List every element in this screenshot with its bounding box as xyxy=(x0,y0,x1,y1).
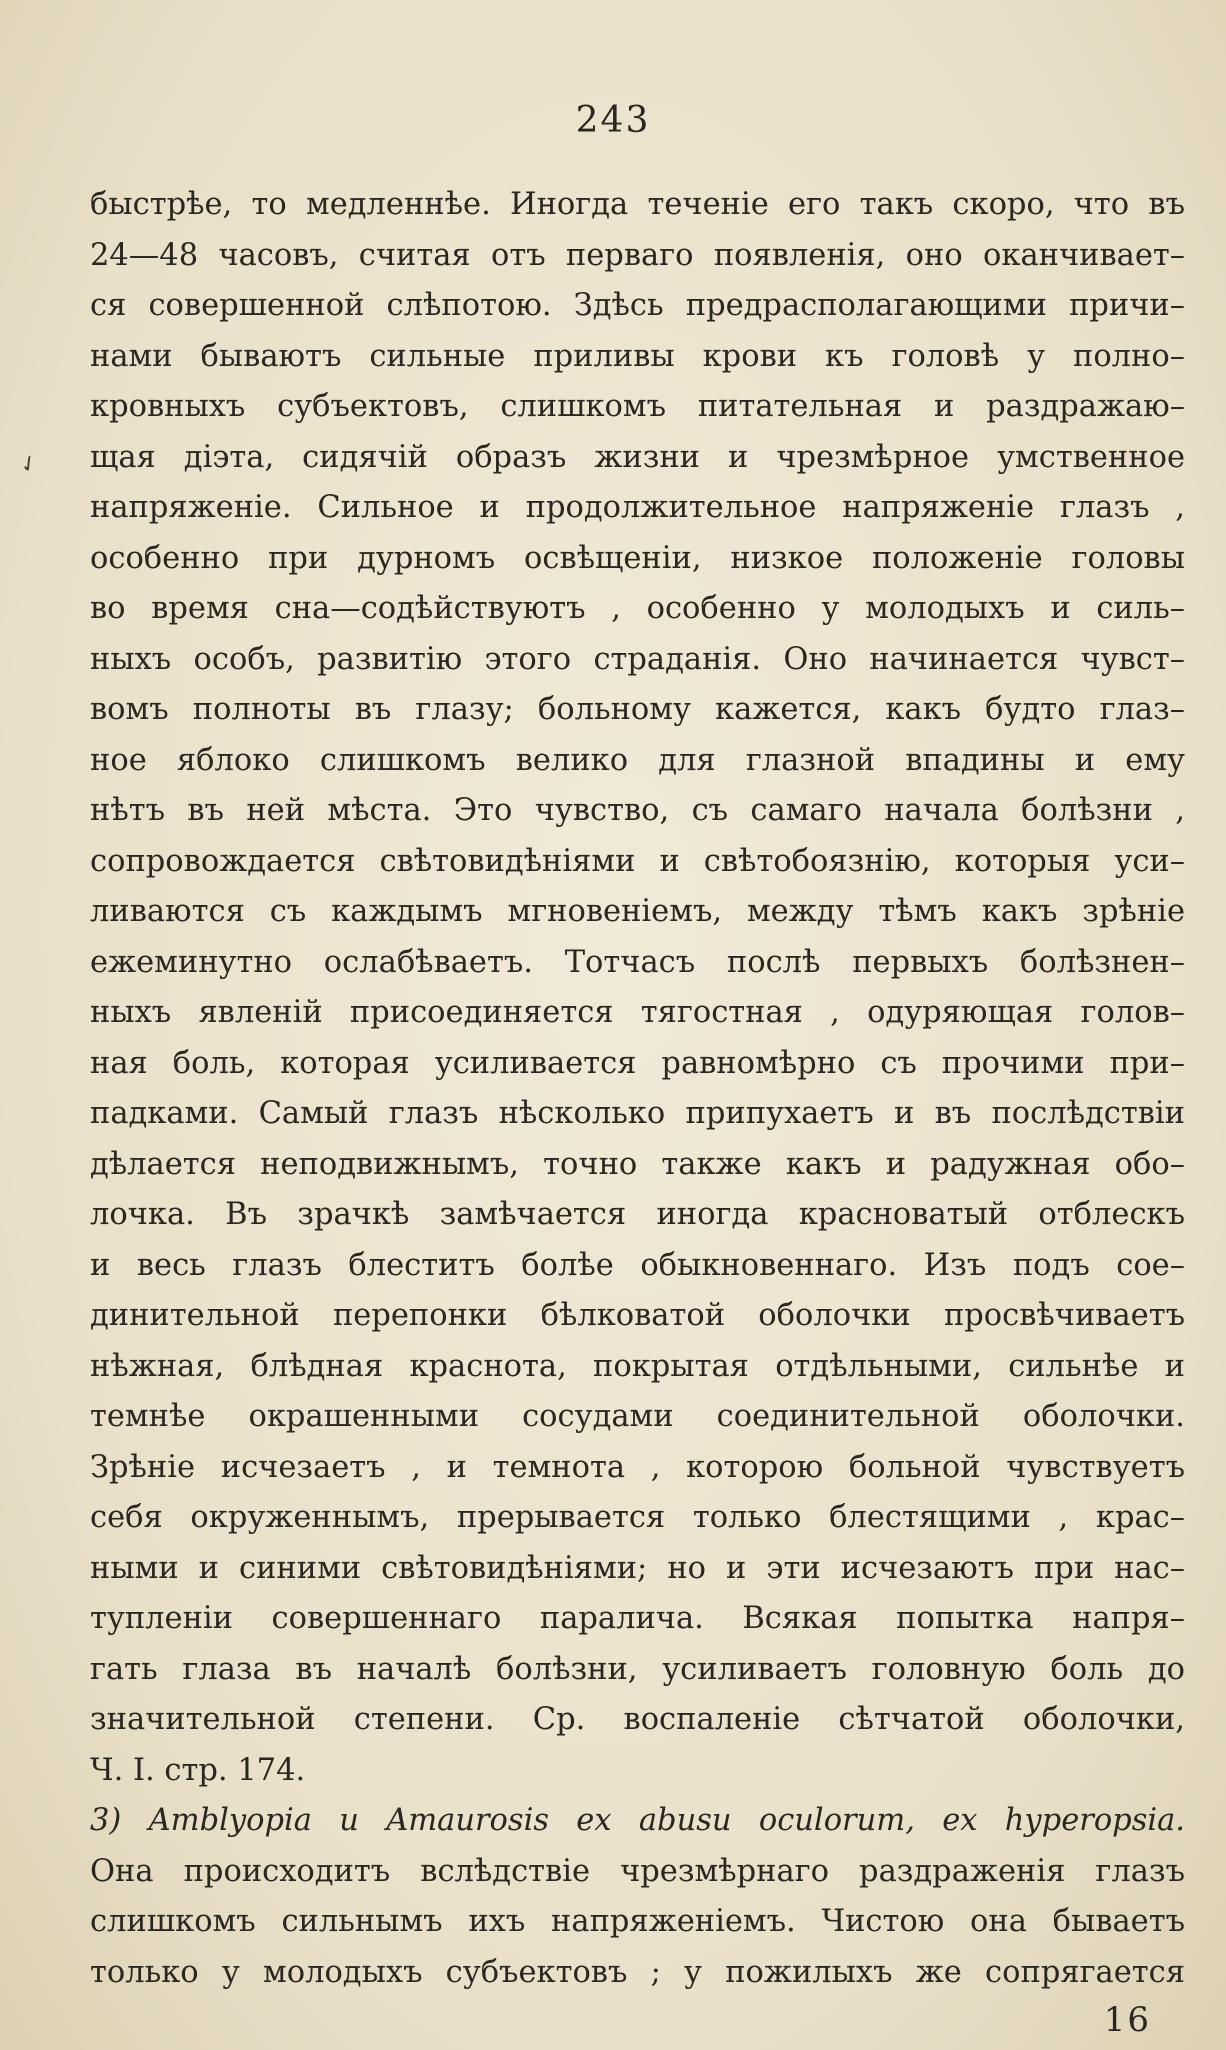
text-line: нами бываютъ сильные приливы крови къ головѣ у полно– xyxy=(90,338,1185,374)
text-line: щая діэта, сидячій образъ жизни и чрезмѣрное умственное xyxy=(90,439,1185,475)
section-heading: 3) Amblyopia и Amaurosis ex abusu oculorum, ex hyperopsia. xyxy=(90,1803,1185,1838)
text-line: Зрѣніе исчезаетъ , и темнота , которою больной чувствуетъ xyxy=(90,1449,1185,1485)
signature-mark: 16 xyxy=(1103,2000,1151,2040)
text-line: динительной перепонки бѣлковатой оболочки просвѣчиваетъ xyxy=(90,1298,1185,1333)
text-line: ная боль, которая усиливается равномѣрно съ прочими при– xyxy=(90,1045,1185,1081)
text-line: кровныхъ субъектовъ, слишкомъ питательная и раздражаю– xyxy=(90,389,1185,424)
text-line: ныхъ явленій присоединяется тягостная , одуряющая голов– xyxy=(90,995,1185,1030)
text-line: нѣжная, блѣдная краснота, покрытая отдѣльными, сильнѣе и xyxy=(90,1348,1185,1384)
text-body xyxy=(90,180,1185,1998)
text-line: дѣлается неподвижнымъ, точно также какъ и радужная обо– xyxy=(90,1146,1185,1182)
text-line: нѣтъ въ ней мѣста. Это чувство, съ самаго начала болѣзни , xyxy=(90,793,1185,828)
text-line: падками. Самый глазъ нѣсколько припухаетъ и въ послѣдствіи xyxy=(90,1096,1185,1131)
text-line: лочка. Въ зрачкѣ замѣчается иногда красноватый отблескъ xyxy=(90,1197,1185,1232)
text-line: во время сна—содѣйствуютъ , особенно у молодыхъ и силь– xyxy=(90,591,1185,626)
text-line: Ч. I. стр. 174. xyxy=(90,1752,306,1788)
text-line: себя окруженнымъ, прерывается только блестящими , крас– xyxy=(90,1500,1185,1535)
text-line: ныхъ особъ, развитію этого страданія. Оно начинается чувст– xyxy=(90,641,1185,677)
text-line: быстрѣе, то медленнѣе. Иногда теченіе его такъ скоро, что въ xyxy=(90,187,1185,222)
text-line: вомъ полноты въ глазу; больному кажется, какъ будто глаз– xyxy=(90,692,1185,727)
text-line: ными и синими свѣтовидѣніями; но и эти исчезаютъ при нас– xyxy=(90,1550,1185,1586)
text-line: гать глаза въ началѣ болѣзни, усиливаетъ головную боль до xyxy=(90,1651,1185,1687)
text-line: только у молодыхъ субъектовъ ; у пожилыхъ же сопрягается xyxy=(90,1954,1185,1990)
text-line: особенно при дурномъ освѣщеніи, низкое положеніе головы xyxy=(90,540,1185,576)
text-line: темнѣе окрашенными сосудами соединительной оболочки. xyxy=(90,1399,1185,1434)
text-line: и весь глазъ блеститъ болѣе обыкновеннаго. Изъ подъ сое– xyxy=(90,1247,1185,1283)
text-line: сопровождается свѣтовидѣніями и свѣтобоязнію, которыя уси– xyxy=(90,843,1185,879)
text-line: слишкомъ сильнымъ ихъ напряженіемъ. Чистою она бываетъ xyxy=(90,1904,1185,1939)
text-line: значительной степени. Ср. воспаленіе сѣтчатой оболочки, xyxy=(90,1702,1185,1737)
text-line: ежеминутно ослабѣваетъ. Тотчасъ послѣ первыхъ болѣзнен– xyxy=(90,944,1185,980)
text-line: напряженіе. Сильное и продолжительное напряженіе глазъ , xyxy=(90,490,1185,525)
text-line: ливаются съ каждымъ мгновеніемъ, между тѣмъ какъ зрѣніе xyxy=(90,894,1185,929)
text-line: Она происходитъ вслѣдствіе чрезмѣрнаго раздраженія глазъ xyxy=(90,1853,1185,1889)
text-line: тупленіи совершеннаго паралича. Всякая попытка напря– xyxy=(90,1601,1185,1636)
page-number: 243 xyxy=(575,100,651,141)
margin-mark: ✓ xyxy=(14,449,44,480)
text-line: ное яблоко слишкомъ велико для глазной впадины и ему xyxy=(90,742,1185,778)
text-line: 24—48 часовъ, считая отъ перваго появленія, оно оканчивает– xyxy=(90,237,1185,273)
text-line: ся совершенной слѣпотою. Здѣсь предрасполагающими причи– xyxy=(90,288,1185,323)
